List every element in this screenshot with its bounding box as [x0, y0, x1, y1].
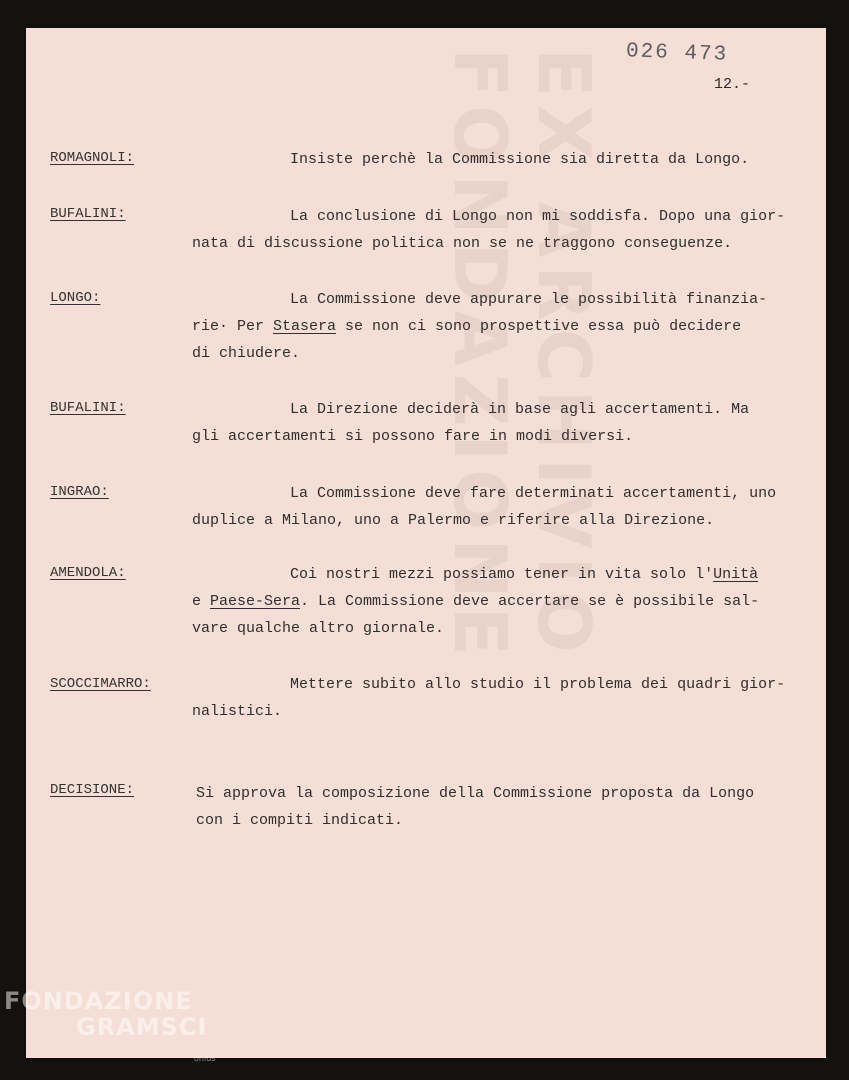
fondazione-gramsci-logo: [4, 987, 216, 1063]
archive-watermark: EX ARCHIVIO FONDAZIONE: [438, 48, 606, 664]
speaker-label: AMENDOLA:: [50, 565, 126, 581]
speech-text: La conclusione di Longo non mi soddisfa. Dopo una gior- nata di discussione politica non se ne traggono conseguenze.: [192, 208, 786, 252]
speaker-label: ROMAGNOLI:: [50, 150, 135, 166]
underlined-word: Unità: [713, 566, 759, 583]
underlined-word: Stasera: [273, 318, 337, 335]
speech-text: Si approva la composizione della Commissione proposta da Longo con i compiti indicati.: [196, 785, 755, 829]
speech-text: Coi nostri mezzi possiamo tener in vita solo l'Unità e Paese-Sera. La Commissione deve accertare se è possibile sal- vare qualche altro giornale.: [192, 566, 760, 637]
speech-text: Insiste perchè la Commissione sia diretta da Longo.: [290, 151, 750, 168]
logo-line-3: onlus: [194, 1054, 216, 1063]
speaker-label: SCOCCIMARRO:: [50, 676, 151, 692]
underlined-word: Paese-Sera: [210, 593, 301, 610]
logo-line-1: FONDAZIONE: [4, 987, 193, 1015]
speaker-label: BUFALINI:: [50, 400, 126, 416]
speech-text: La Commissione deve fare determinati accertamenti, uno duplice a Milano, uno a Palermo e riferire alla Direzione.: [192, 485, 777, 529]
speaker-label: INGRAO:: [50, 484, 109, 500]
archive-number: 026 473: [625, 40, 729, 67]
speaker-label: BUFALINI:: [50, 206, 126, 222]
document-page: [26, 28, 826, 1058]
speech-text: La Commissione deve appurare le possibilità finanzia- rie· Per Stasera se non ci sono prospettive essa può decidere di chiudere.: [192, 291, 768, 362]
speech-text: Mettere subito allo studio il problema dei quadri gior- nalistici.: [192, 676, 786, 720]
logo-line-2: GRAMSCI: [76, 1013, 208, 1041]
speaker-label: LONGO:: [50, 290, 101, 306]
page-number: 12.-: [714, 76, 751, 93]
speech-text: La Direzione deciderà in base agli accertamenti. Ma gli accertamenti si possono fare in modi diversi.: [192, 401, 750, 445]
speaker-label: DECISIONE:: [50, 782, 135, 798]
